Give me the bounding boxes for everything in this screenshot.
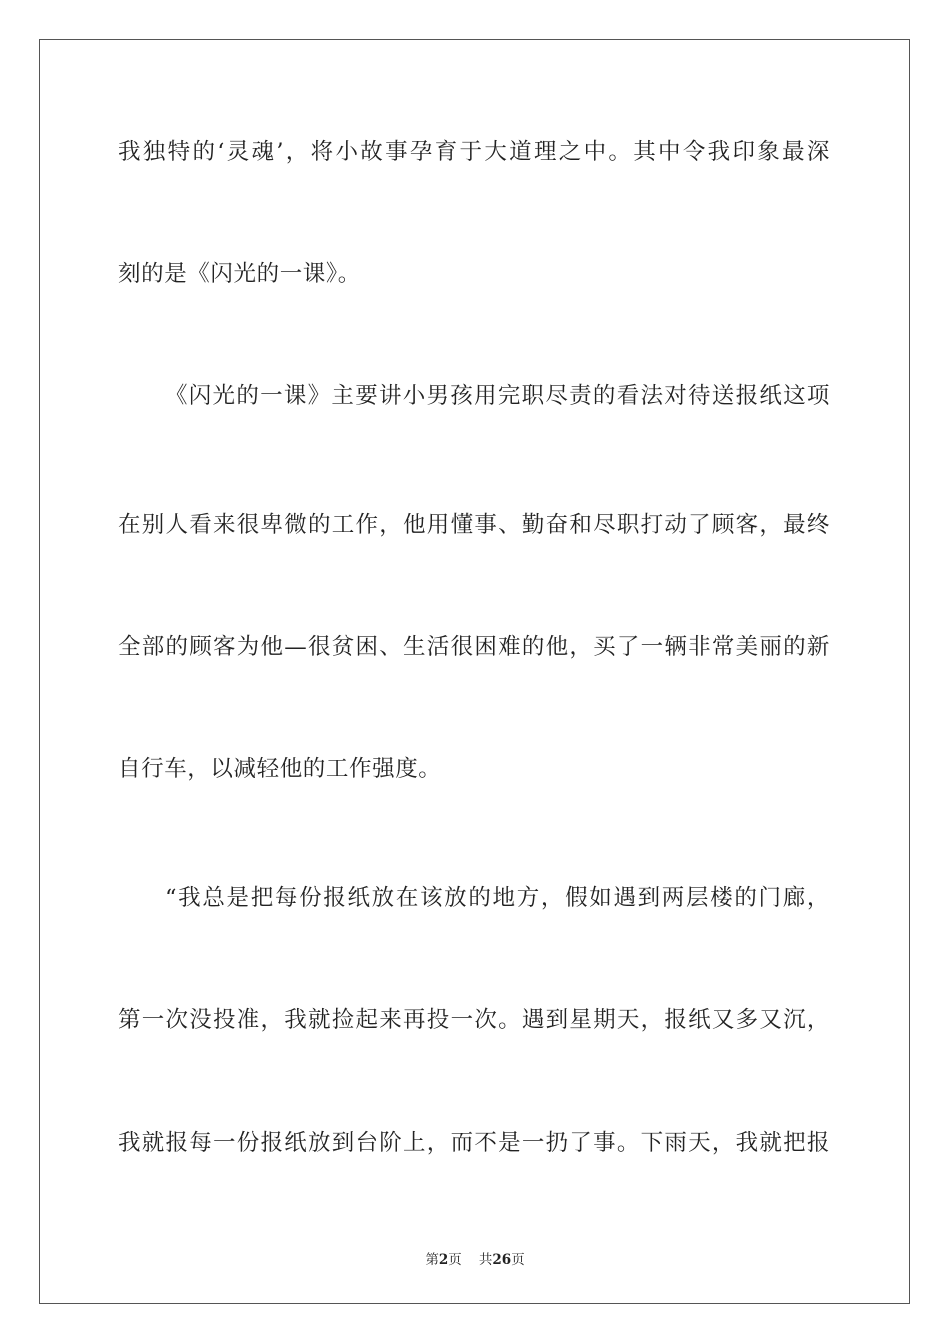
text-line: 在别人看来很卑微的工作，他用懂事、勤奋和尽职打动了顾客，最终 — [118, 512, 830, 538]
text-line: 自行车，以减轻他的工作强度。 — [118, 756, 442, 782]
text-line: 刻的是《闪光的一课》。 — [118, 261, 361, 287]
page-border — [39, 39, 910, 1304]
total-prefix: 共 — [478, 1252, 493, 1268]
page-suffix: 页 — [448, 1252, 462, 1268]
page-footer — [0, 1248, 950, 1268]
text-line: “我总是把每份报纸放在该放的地方，假如遇到两层楼的门廊， — [165, 885, 830, 911]
text-line: 第一次没投准，我就捡起来再投一次。遇到星期天，报纸又多又沉， — [118, 1007, 830, 1033]
text-line: 我就报每一份报纸放到台阶上，而不是一扔了事。下雨天，我就把报 — [118, 1130, 830, 1156]
text-line: 《闪光的一课》主要讲小男孩用完职尽责的看法对待送报纸这项 — [165, 383, 830, 409]
text-line: 我独特的‘灵魂’，将小故事孕育于大道理之中。其中令我印象最深 — [118, 139, 830, 165]
total-suffix: 页 — [511, 1252, 525, 1268]
total-pages: 26 — [492, 1252, 512, 1268]
page-number: 2 — [438, 1252, 449, 1268]
text-line: 全部的顾客为他—很贫困、生活很困难的他，买了一辆非常美丽的新 — [118, 634, 830, 660]
page-prefix: 第 — [425, 1252, 439, 1268]
